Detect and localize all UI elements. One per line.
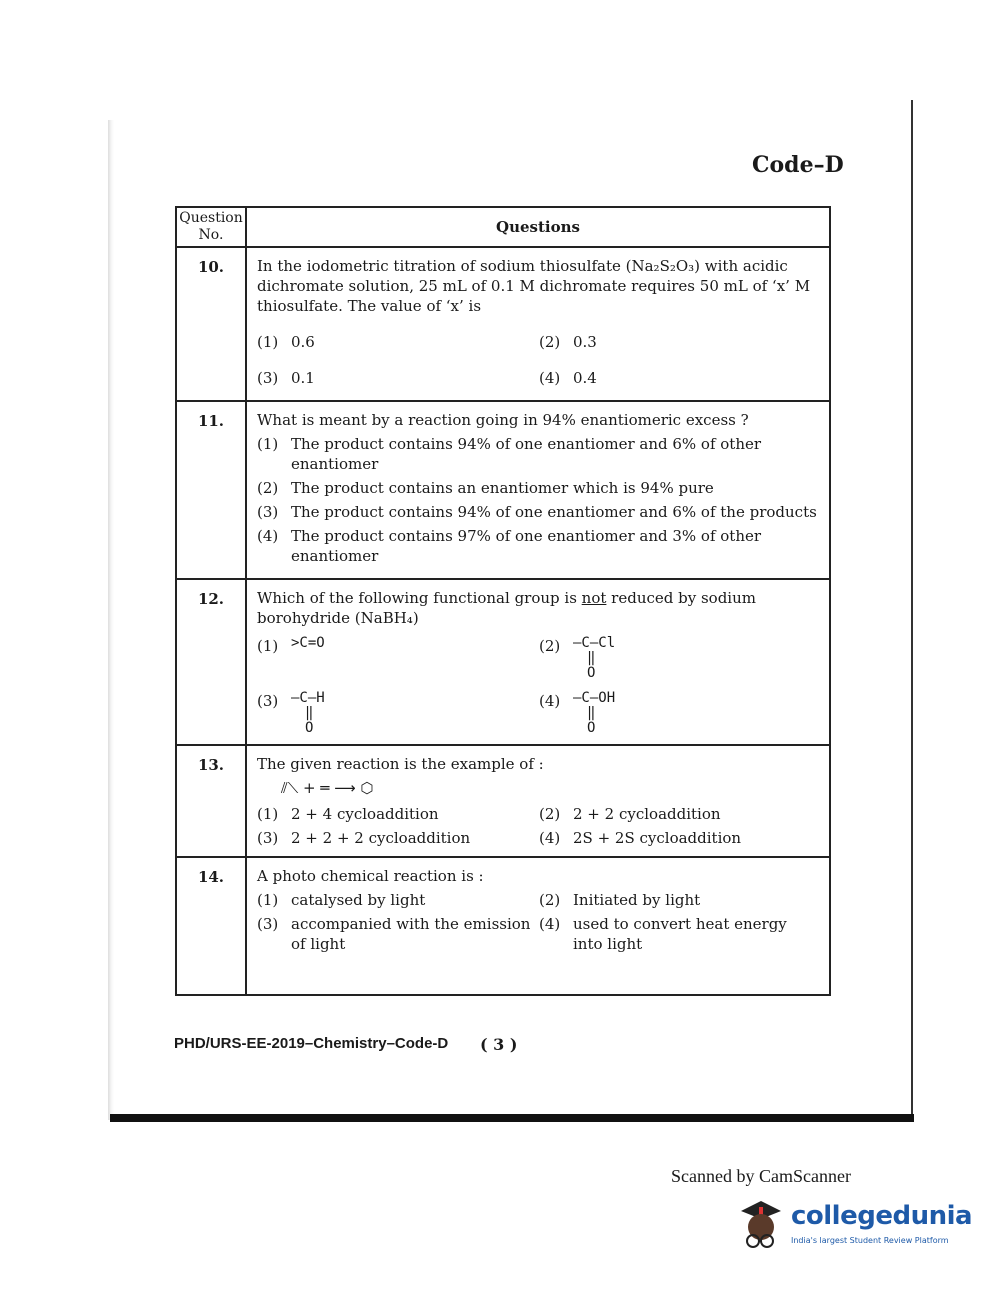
option: (2) The product contains an enantiomer which is 94% pure: [257, 479, 714, 497]
question-row: [176, 401, 830, 579]
option: (3) –C–H ‖ O: [257, 690, 325, 736]
option: (1) >C=O: [257, 635, 325, 655]
question-number: 12.: [176, 579, 246, 745]
option: (1) catalysed by light: [257, 891, 426, 909]
question-stem: The given reaction is the example of :: [257, 755, 544, 773]
option: (1) 0.6: [257, 333, 315, 351]
option: (2) Initiated by light: [539, 891, 701, 909]
question-number: 14.: [176, 857, 246, 995]
page-bottom-bar: [110, 1114, 914, 1122]
option: (2) 0.3: [539, 333, 597, 351]
option: (4) used to convert heat energy into light: [539, 915, 787, 953]
col-question-no: Question No.: [176, 207, 246, 247]
page-edge-line: [911, 100, 913, 1115]
option: (2) 2 + 2 cycloaddition: [539, 805, 721, 823]
page-number: ( 3 ): [480, 1035, 518, 1054]
question-row: [176, 857, 830, 995]
paper-code: Code–D: [752, 152, 844, 178]
option: (4) 2S + 2S cycloaddition: [539, 829, 742, 847]
option: (3) 2 + 2 + 2 cycloaddition: [257, 829, 471, 847]
brand-name: collegedunia: [791, 1201, 973, 1231]
question-number: 13.: [176, 745, 246, 857]
question-stem: In the iodometric titration of sodium thiosulfate (Na₂S₂O₃) with acidic dichromate solution, 25 mL of 0.1 M dichromate requires 50 mL of ‘x’ M thiosulfate. The value of ‘x’ is: [257, 257, 811, 315]
question-body: [246, 745, 830, 857]
question-row: [176, 579, 830, 745]
question-body: [246, 579, 830, 745]
questions-table: [175, 206, 831, 996]
brand-tagline: India's largest Student Review Platform: [791, 1236, 949, 1245]
footer-paper-code: PHD/URS-EE-2019–Chemistry–Code-D: [174, 1035, 449, 1052]
option: (2) –C–Cl ‖ O: [539, 635, 616, 681]
reaction-scheme: ⫽⟍ + ═ ⟶ ⬡: [281, 779, 374, 797]
question-row: [176, 745, 830, 857]
question-stem: What is meant by a reaction going in 94% enantiomeric excess ?: [257, 411, 749, 429]
collegedunia-logo: [735, 1197, 973, 1257]
option: (4) –C–OH ‖ O: [539, 690, 616, 736]
col-questions: Questions: [246, 207, 830, 247]
option: (3) accompanied with the emission of light: [257, 915, 531, 953]
question-body: [246, 857, 830, 995]
scan-shadow: [108, 120, 114, 1120]
option: (1) 2 + 4 cycloaddition: [257, 805, 439, 823]
scanned-by-text: Scanned by CamScanner: [671, 1166, 851, 1186]
option: (3) The product contains 94% of one enantiomer and 6% of the products: [257, 503, 817, 521]
question-stem: Which of the following functional group is not reduced by sodium borohydride (NaBH₄): [257, 589, 756, 627]
option: (1) The product contains 94% of one enantiomer and 6% of other enantiomer: [257, 435, 762, 473]
question-row: [176, 247, 830, 401]
question-body: [246, 401, 830, 579]
mascot-icon: [735, 1197, 787, 1257]
option: (4) 0.4: [539, 369, 597, 387]
option: (4) The product contains 97% of one enantiomer and 3% of other enantiomer: [257, 527, 762, 565]
question-body: [246, 247, 830, 401]
question-stem: A photo chemical reaction is :: [257, 867, 484, 885]
question-number: 11.: [176, 401, 246, 579]
option: (3) 0.1: [257, 369, 315, 387]
question-number: 10.: [176, 247, 246, 401]
